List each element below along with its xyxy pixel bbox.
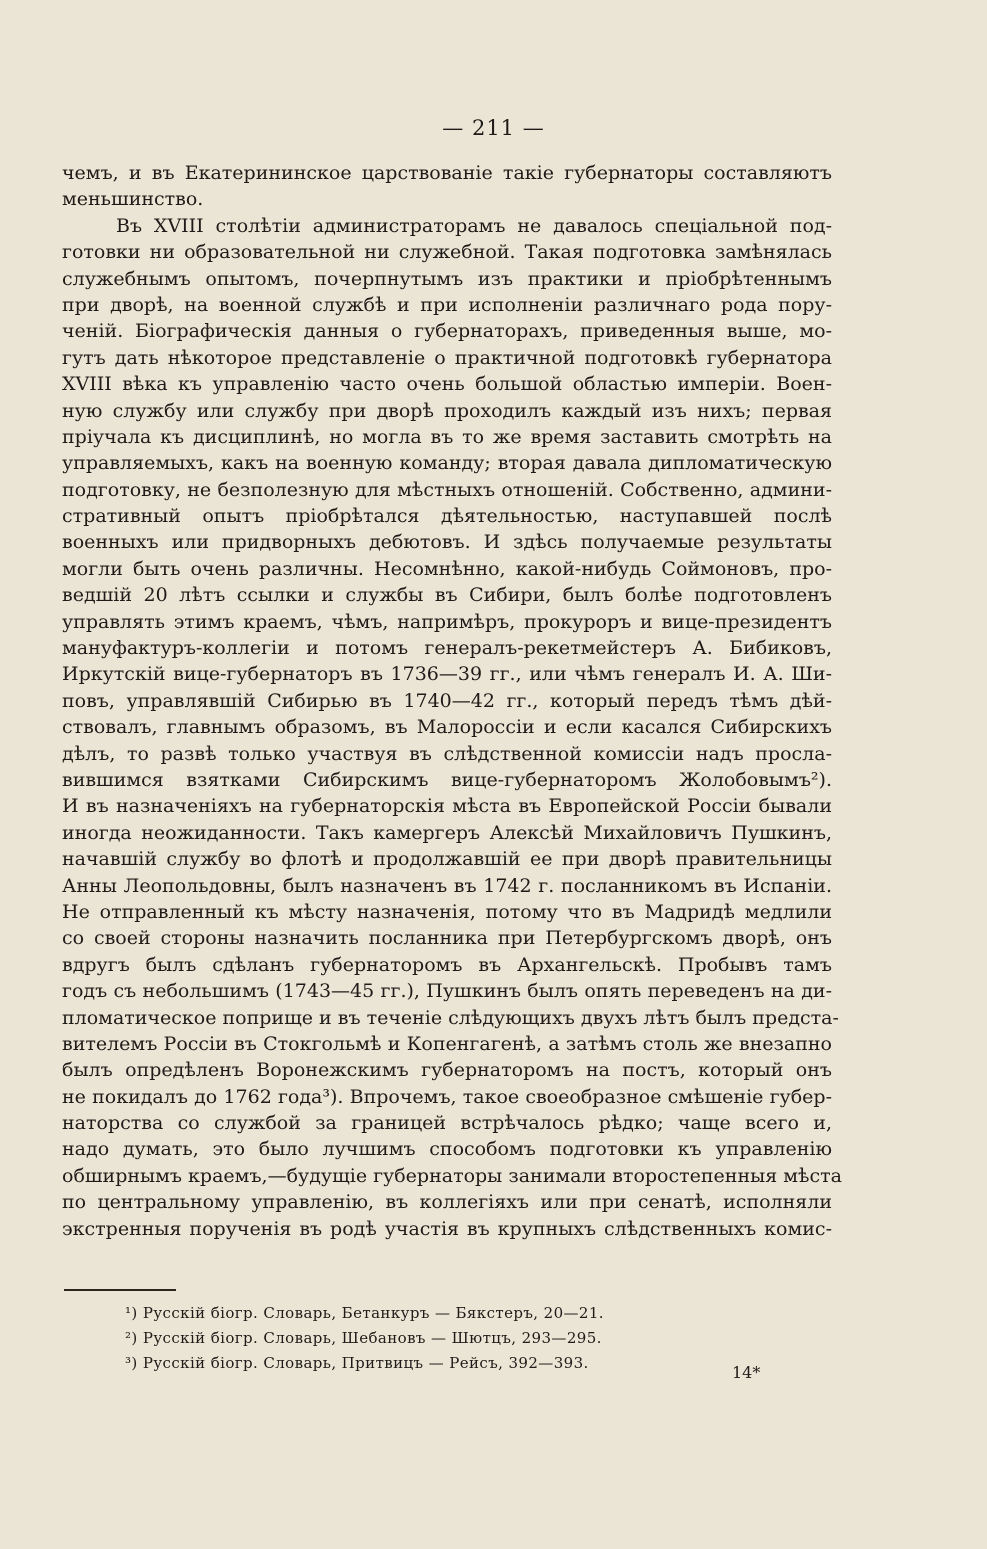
- text-line: Въ XVIII столѣтіи администраторамъ не давалось спеціальной под-: [116, 214, 832, 237]
- text-line: иногда неожиданности. Такъ камергеръ Алексѣй Михайловичъ Пушкинъ,: [62, 821, 832, 844]
- text-line: начавшій службу во флотѣ и продолжавшій ее при дворѣ правительницы: [62, 848, 832, 871]
- text-line: при дворѣ, на военной службѣ и при исполненіи различнаго рода пору-: [62, 293, 832, 316]
- page-number: — 211 —: [442, 116, 545, 140]
- text-line: ведшій 20 лѣтъ ссылки и службы въ Сибири, былъ болѣе подготовленъ: [62, 584, 832, 607]
- text-line: экстренныя порученія въ родѣ участія въ крупныхъ слѣдственныхъ комис-: [62, 1217, 832, 1240]
- text-line: управляемыхъ, какъ на военную команду; вторая давала дипломатическую: [62, 452, 832, 475]
- text-line: дѣлъ, то развѣ только участвуя въ слѣдственной комиссіи надъ просла-: [62, 742, 832, 765]
- text-line: военныхъ или придворныхъ дебютовъ. И здѣсь получаемые результаты: [62, 531, 832, 554]
- text-line: И въ назначеніяхъ на губернаторскія мѣста въ Европейской Россіи бывали: [62, 795, 832, 818]
- text-line: управлять этимъ краемъ, чѣмъ, напримѣръ, прокуроръ и вице-президентъ: [62, 610, 832, 633]
- text-line: подготовку, не безполезную для мѣстныхъ отношеній. Собственно, админи-: [62, 478, 832, 501]
- text-line: меньшинство.: [62, 188, 204, 211]
- footnote-mark: ³): [125, 1354, 138, 1372]
- text-line: служебнымъ опытомъ, почерпнутымъ изъ практики и пріобрѣтеннымъ: [62, 267, 832, 290]
- text-line: повъ, управлявшій Сибирью въ 1740—42 гг., который передъ тѣмъ дѣй-: [62, 689, 832, 712]
- footnote-mark: ²): [125, 1329, 138, 1347]
- text-line: не покидалъ до 1762 года³). Впрочемъ, такое своеобразное смѣшеніе губер-: [62, 1085, 832, 1108]
- footnote: [125, 1326, 604, 1351]
- text-line: Иркутскій вице-губернаторъ въ 1736—39 гг., или чѣмъ генералъ И. А. Ши-: [62, 663, 832, 686]
- text-line: ную службу или службу при дворѣ проходилъ каждый изъ нихъ; первая: [62, 399, 832, 422]
- text-line: чемъ, и въ Екатерининское царствованіе такіе губернаторы составляютъ: [62, 162, 832, 184]
- footnote-text: Русскій біогр. Словарь, Притвицъ — Рейсъ, 392—393.: [142, 1354, 589, 1372]
- text-line: надо думать, это было лучшимъ способомъ подготовки къ управленію: [62, 1138, 832, 1161]
- text-line: вителемъ Россіи въ Стокгольмѣ и Копенгагенѣ, а затѣмъ столь же внезапно: [62, 1032, 832, 1055]
- footnote-mark: ¹): [125, 1304, 138, 1322]
- text-line: былъ опредѣленъ Воронежскимъ губернаторомъ на постъ, который онъ: [62, 1059, 832, 1082]
- text-line: гутъ дать нѣкоторое представленіе о практичной подготовкѣ губернатора: [62, 346, 832, 369]
- text-line: наторства со службой за границей встрѣчалось рѣдко; чаще всего и,: [62, 1112, 832, 1135]
- text-line: вдругъ былъ сдѣланъ губернаторомъ въ Архангельскѣ. Пробывъ тамъ: [62, 953, 832, 976]
- text-line: Не отправленный къ мѣсту назначенія, потому что въ Мадридѣ медлили: [62, 900, 832, 923]
- text-line: пломатическое поприще и въ теченіе слѣдующихъ двухъ лѣтъ былъ предста-: [62, 1006, 839, 1029]
- footnote-text: Русскій біогр. Словарь, Бетанкуръ — Бякстеръ, 20—21.: [142, 1304, 604, 1322]
- text-line: Анны Леопольдовны, былъ назначенъ въ 1742 г. посланникомъ въ Испаніи.: [62, 874, 832, 897]
- text-line: XVIII вѣка къ управленію часто очень большой областью имперіи. Воен-: [62, 373, 832, 396]
- text-line: годъ съ небольшимъ (1743—45 гг.), Пушкинъ былъ опять переведенъ на ди-: [62, 980, 832, 1003]
- footnote-text: Русскій біогр. Словарь, Шебановъ — Шютцъ, 293—295.: [142, 1329, 602, 1347]
- text-line: пріучала къ дисциплинѣ, но могла въ то же время заставить смотрѣть на: [62, 425, 832, 448]
- body-text: [62, 160, 842, 1242]
- text-line: могли быть очень различны. Несомнѣнно, какой-нибудь Соймоновъ, про-: [62, 557, 832, 580]
- text-line: обширнымъ краемъ,—будущіе губернаторы занимали второстепенныя мѣста: [62, 1164, 842, 1187]
- text-line: мануфактуръ-коллегіи и потомъ генералъ-рекетмейстеръ А. Бибиковъ,: [62, 637, 832, 660]
- footnote: [125, 1301, 604, 1326]
- text-line: вившимся взятками Сибирскимъ вице-губернаторомъ Жолобовымъ²).: [62, 768, 832, 791]
- footnote: [125, 1351, 604, 1376]
- text-line: ченій. Біографическія данныя о губернаторахъ, приведенныя выше, мо-: [62, 320, 832, 343]
- text-line: по центральному управленію, въ коллегіяхъ или при сенатѣ, исполняли: [62, 1191, 832, 1214]
- text-line: стративный опытъ пріобрѣтался дѣятельностью, наступавшей послѣ: [62, 505, 832, 528]
- text-line: со своей стороны назначить посланника при Петербургскомъ дворѣ, онъ: [62, 927, 832, 950]
- text-line: готовки ни образовательной ни служебной. Такая подготовка замѣнялась: [62, 241, 832, 264]
- footnote-rule: [64, 1289, 176, 1291]
- signature-mark: 14*: [732, 1363, 761, 1382]
- text-line: ствовалъ, главнымъ образомъ, въ Малороссіи и если касался Сибирскихъ: [62, 716, 832, 739]
- footnotes: [125, 1301, 604, 1376]
